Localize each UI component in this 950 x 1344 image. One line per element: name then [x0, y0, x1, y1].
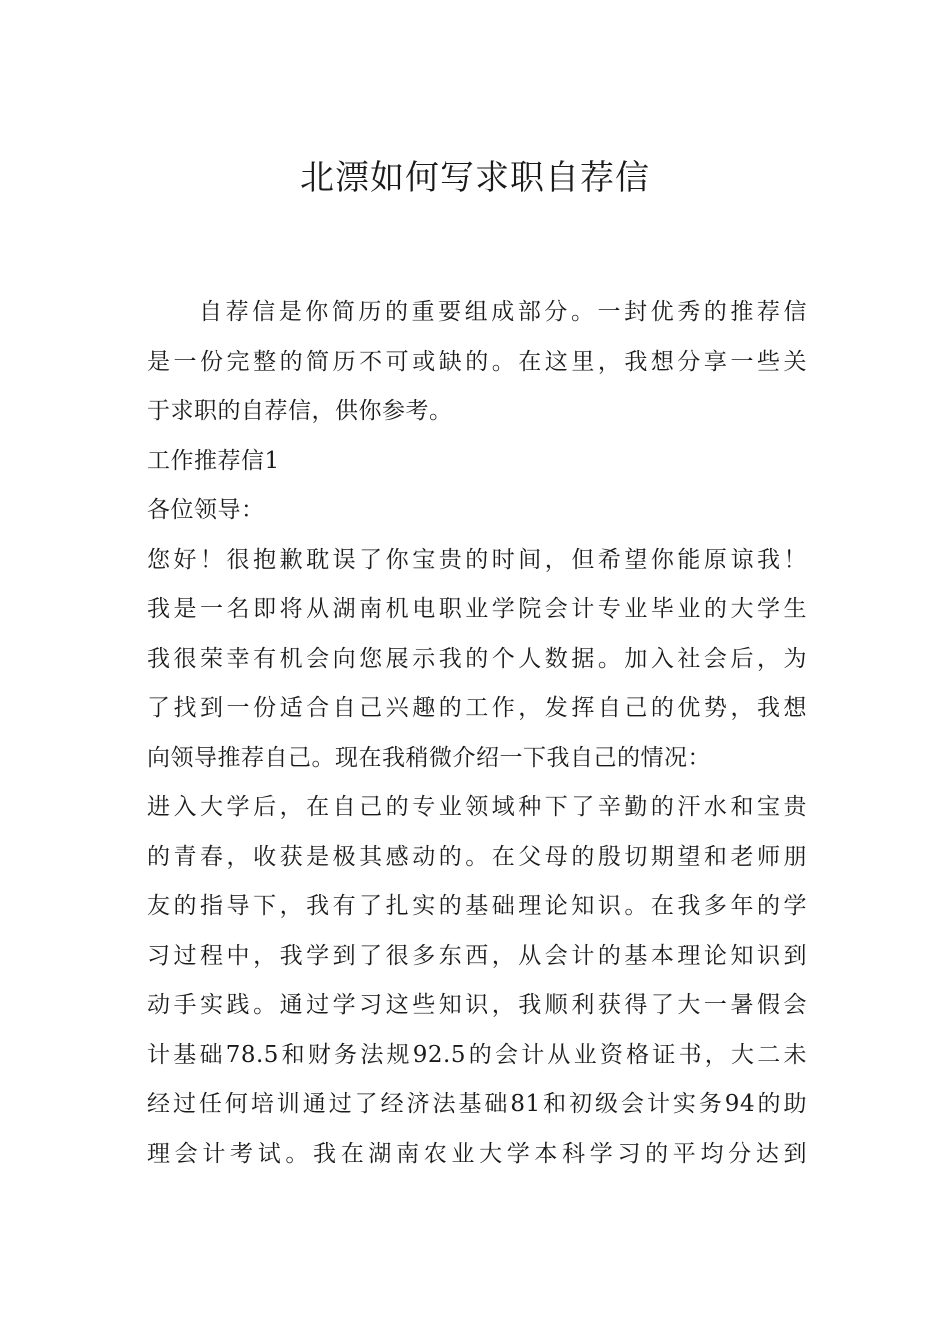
body-line: 的青春，收获是极其感动的。在父母的殷切期望和老师朋	[147, 843, 807, 870]
body-line: 我是一名即将从湖南机电职业学院会计专业毕业的大学生	[147, 596, 807, 622]
body-line: 理会计考试。我在湖南农业大学本科学习的平均分达到	[147, 1140, 807, 1167]
body-line: 您好！很抱歉耽误了你宝贵的时间，但希望你能原谅我！	[147, 546, 807, 573]
body-line: 向领导推荐自己。现在我稍微介绍一下我自己的情况：	[147, 744, 711, 771]
body-line: 我很荣幸有机会向您展示我的个人数据。加入社会后，为	[147, 645, 807, 672]
body-line: 工作推荐信1	[147, 447, 280, 474]
body-line: 动手实践。通过学习这些知识，我顺利获得了大一暑假会	[147, 992, 807, 1018]
document-title: 北漂如何写求职自荐信	[300, 158, 650, 198]
body-line: 各位领导：	[147, 497, 265, 523]
body-line: 是一份完整的简历不可或缺的。在这里，我想分享一些关	[147, 348, 807, 375]
body-line: 了找到一份适合自己兴趣的工作，发挥自己的优势，我想	[147, 695, 807, 721]
body-line: 经过任何培训通过了经济法基础81和初级会计实务94的助	[147, 1091, 807, 1117]
document-body	[147, 288, 807, 1179]
body-line: 进入大学后，在自己的专业领域种下了辛勤的汗水和宝贵	[147, 794, 807, 820]
body-line: 自荐信是你简历的重要组成部分。一封优秀的推荐信	[199, 299, 807, 325]
body-line: 友的指导下，我有了扎实的基础理论知识。在我多年的学	[147, 893, 807, 919]
body-line: 计基础78.5和财务法规92.5的会计从业资格证书，大二未	[147, 1041, 807, 1068]
body-line: 于求职的自荐信，供你参考。	[147, 398, 453, 424]
body-line: 习过程中，我学到了很多东西，从会计的基本理论知识到	[147, 942, 807, 969]
